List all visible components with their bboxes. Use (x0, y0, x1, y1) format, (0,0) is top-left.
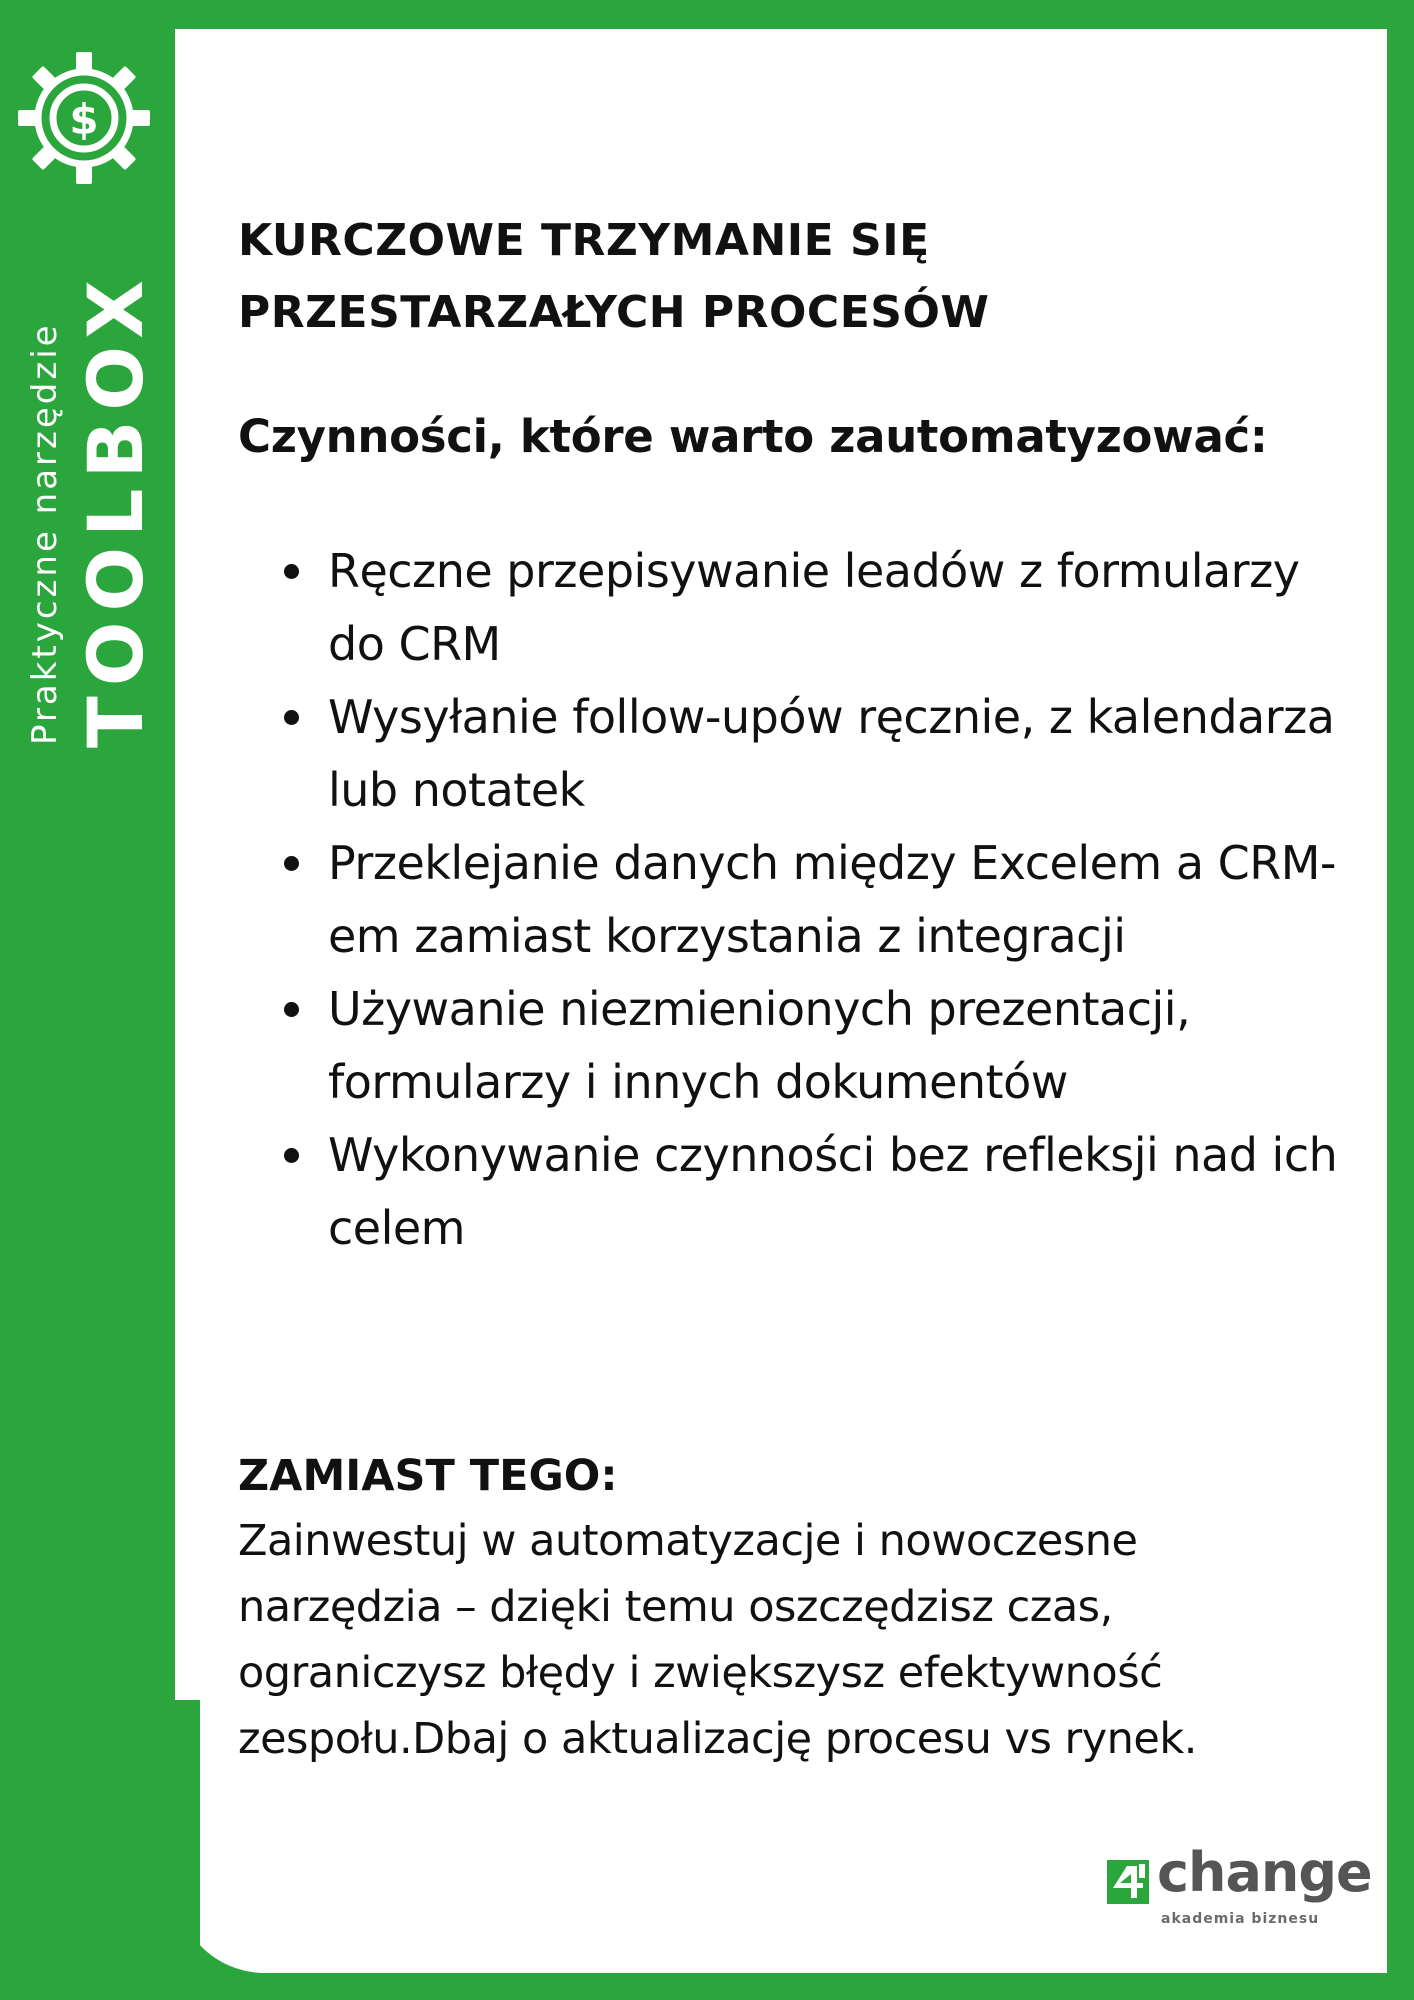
section-subtitle: Czynności, które warto zautomatyzować: (238, 410, 1268, 463)
gear-dollar-icon (14, 48, 154, 188)
card-corner-decoration (140, 1700, 200, 1973)
list-item (328, 1119, 1348, 1265)
main-content (238, 205, 1338, 1265)
list-item-text: Przeklejanie danych między Excelem a CRM-em zamiast korzystania z integracji (328, 836, 1337, 963)
page-title-line-1: KURCZOWE TRZYMANIE SIĘ (238, 215, 930, 266)
bullet-icon (284, 1148, 299, 1163)
page-title-line-2: PRZESTARZAŁYCH PROCESÓW (238, 287, 990, 338)
list-item-text: Używanie niezmienionych prezentacji, formularzy i innych dokumentów (328, 982, 1191, 1109)
list-item (328, 827, 1348, 973)
bullet-icon (284, 564, 299, 579)
list-item (328, 973, 1348, 1119)
list-item-text: Wysyłanie follow-upów ręcznie, z kalendarza lub notatek (328, 690, 1335, 817)
bullet-icon (284, 1002, 299, 1017)
sidebar-label-toolbox: TOOLBOX (71, 270, 160, 748)
logo-wordmark: change (1157, 1841, 1372, 1904)
logo-subtitle: akademia biznesu (1161, 1911, 1320, 1927)
instead-paragraph: Zainwestuj w automatyzacje i nowoczesne narzędzia – dzięki temu oszczędzisz czas, ograniczysz błędy i zwiększysz efektywność zespołu.Dbaj o aktualizację procesu vs rynek. (238, 1516, 1197, 1764)
bullet-icon (284, 856, 299, 871)
svg-text:$: $ (69, 95, 99, 144)
list-item (328, 681, 1348, 827)
bullet-icon (284, 710, 299, 725)
list-item-text: Ręczne przepisywanie leadów z formularzy do CRM (328, 544, 1300, 671)
instead-heading: ZAMIAST TEGO: (238, 1451, 618, 1501)
sidebar-label-small: Praktyczne narzędzie (25, 322, 65, 745)
brand-logo (1103, 1841, 1372, 1934)
list-item (328, 535, 1348, 681)
logo-4-icon (1103, 1856, 1153, 1908)
list-item-text: Wykonywanie czynności bez refleksji nad ich celem (328, 1128, 1338, 1255)
page-title (238, 205, 1338, 349)
automation-list (238, 535, 1338, 1265)
